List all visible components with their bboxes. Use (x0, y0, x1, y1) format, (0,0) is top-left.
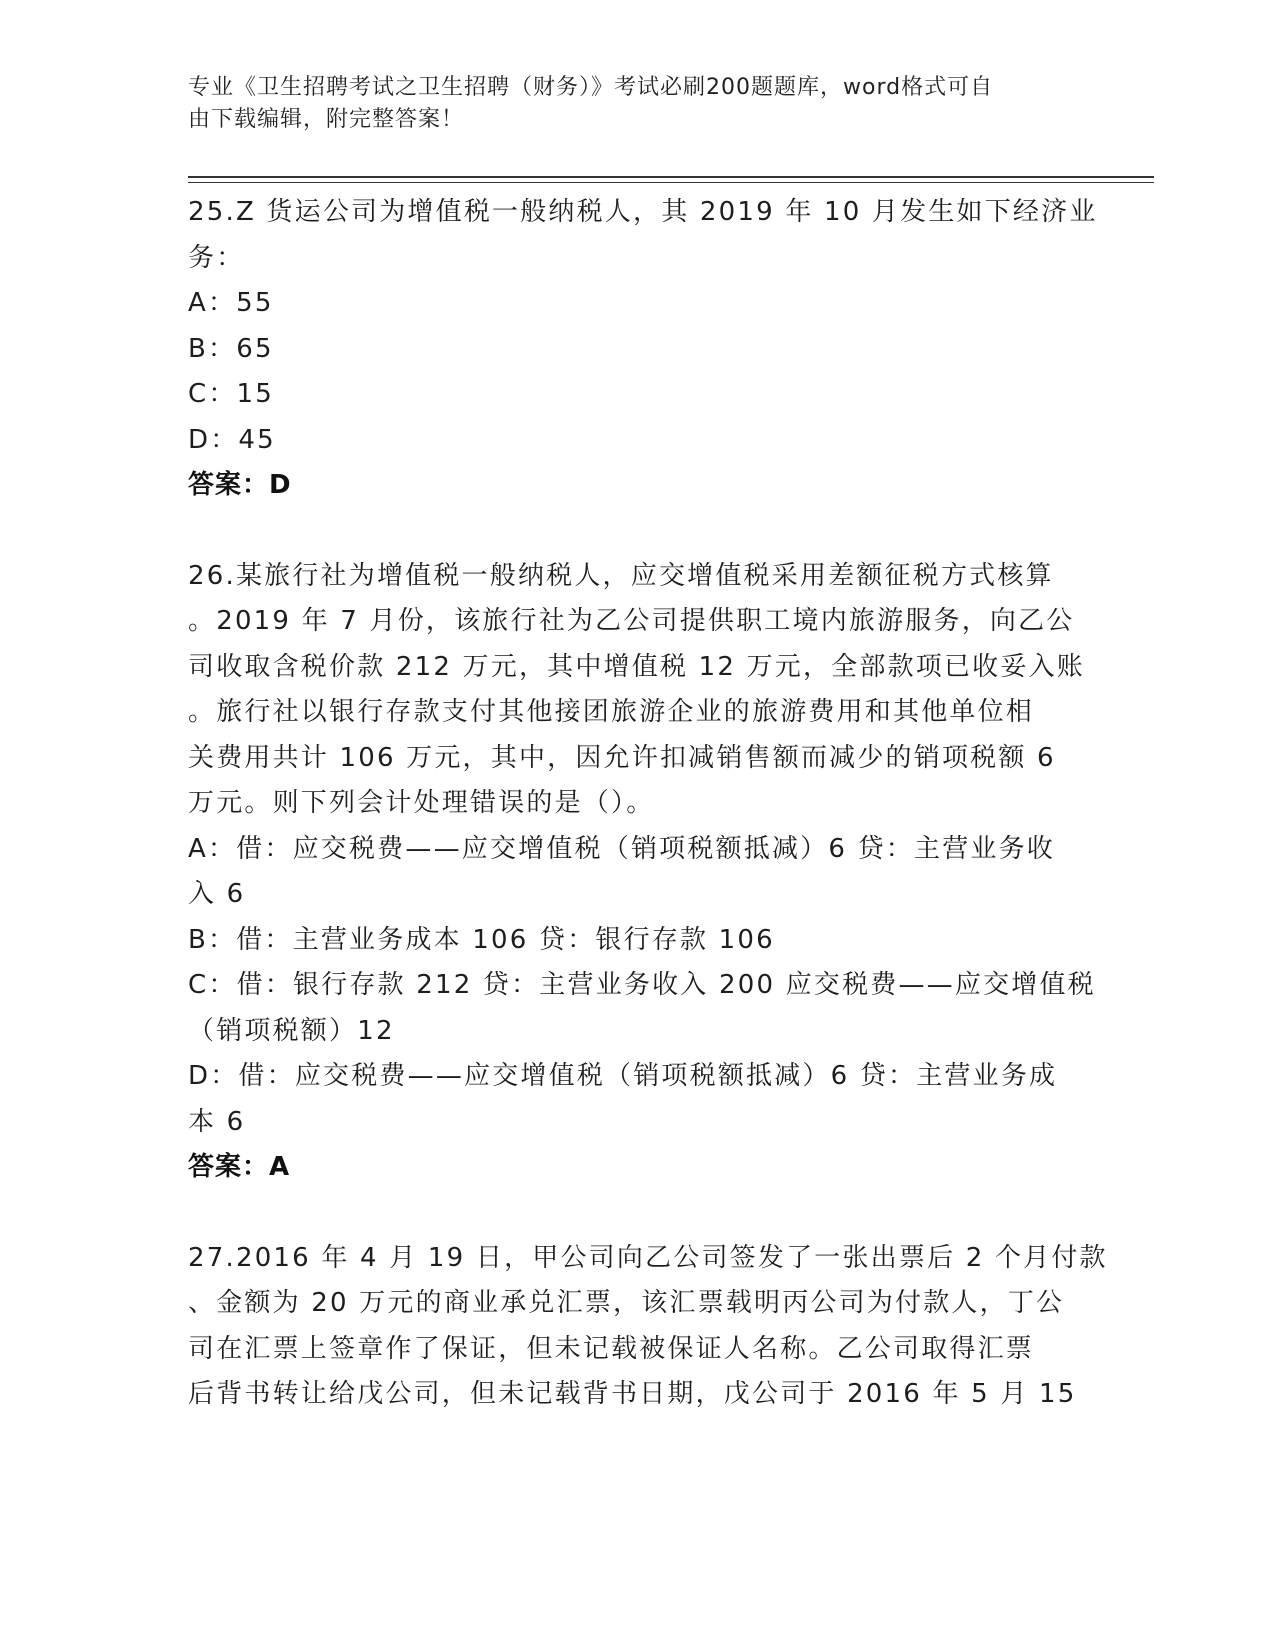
option-b: B：借：主营业务成本 106 贷：银行存款 106 (188, 924, 775, 955)
question-25 (188, 190, 1098, 509)
question-text-line: 27.2016 年 4 月 19 日，甲公司向乙公司签发了一张出票后 2 个月付款 (188, 1242, 1108, 1273)
question-text-line: 关费用共计 106 万元，其中，因允许扣减销售额而减少的销项税额 6 (188, 742, 1056, 773)
question-text-line: 司收取含税价款 212 万元，其中增值税 12 万元，全部款项已收妥入账 (188, 651, 1085, 682)
question-spacer (188, 509, 1068, 554)
option-a: A：借：应交税费——应交增值税（销项税额抵减）6 贷：主营业务收 (188, 833, 1055, 864)
option-c: C：借：银行存款 212 贷：主营业务收入 200 应交税费——应交增值税 (188, 970, 1096, 1000)
question-spacer (188, 1191, 1068, 1236)
header-rule-thin (188, 182, 1154, 183)
answer-label: 答案：A (188, 1152, 291, 1182)
header-line-2: 由下载编辑，附完整答案！ (188, 107, 465, 132)
question-text-line: 25.Z 货运公司为增值税一般纳税人，其 2019 年 10 月发生如下经济业 (188, 197, 1098, 227)
option-d: D：借：应交税费——应交增值税（销项税额抵减）6 贷：主营业务成 (188, 1061, 1058, 1091)
question-text-line: 。2019 年 7 月份，该旅行社为乙公司提供职工境内旅游服务，向乙公 (188, 606, 1075, 636)
question-text-line: 务： (188, 242, 245, 273)
header-line-1: 专业《卫生招聘考试之卫生招聘（财务）》考试必刷200题题库，word格式可自 (188, 75, 994, 100)
header-rule-thick (188, 176, 1154, 178)
questions-content (188, 190, 1108, 1418)
option-d-continued: 本 6 (188, 1106, 246, 1137)
question-text-line: 26.某旅行社为增值税一般纳税人，应交增值税采用差额征税方式核算 (188, 560, 1054, 591)
question-text-line: 、金额为 20 万元的商业承兑汇票，该汇票载明丙公司为付款人，丁公 (188, 1288, 1065, 1318)
option-a: A：55 (188, 288, 274, 318)
option-a-continued: 入 6 (188, 879, 246, 909)
question-text-line: 司在汇票上签章作了保证，但未记载被保证人名称。乙公司取得汇票 (188, 1333, 1035, 1364)
question-26 (188, 554, 1096, 1191)
question-27 (188, 1236, 1108, 1418)
option-c: C：15 (188, 379, 275, 409)
question-text-line: 万元。则下列会计处理错误的是（）。 (188, 788, 655, 818)
question-text-line: 后背书转让给戊公司，但未记载背书日期，戊公司于 2016 年 5 月 15 (188, 1379, 1077, 1409)
option-b: B：65 (188, 333, 274, 364)
option-c-continued: （销项税额）12 (188, 1015, 395, 1046)
document-header (188, 72, 1068, 136)
option-d: D：45 (188, 424, 276, 455)
question-text-line: 。旅行社以银行存款支付其他接团旅游企业的旅游费用和其他单位相 (188, 697, 1035, 727)
answer-label: 答案：D (188, 470, 292, 500)
